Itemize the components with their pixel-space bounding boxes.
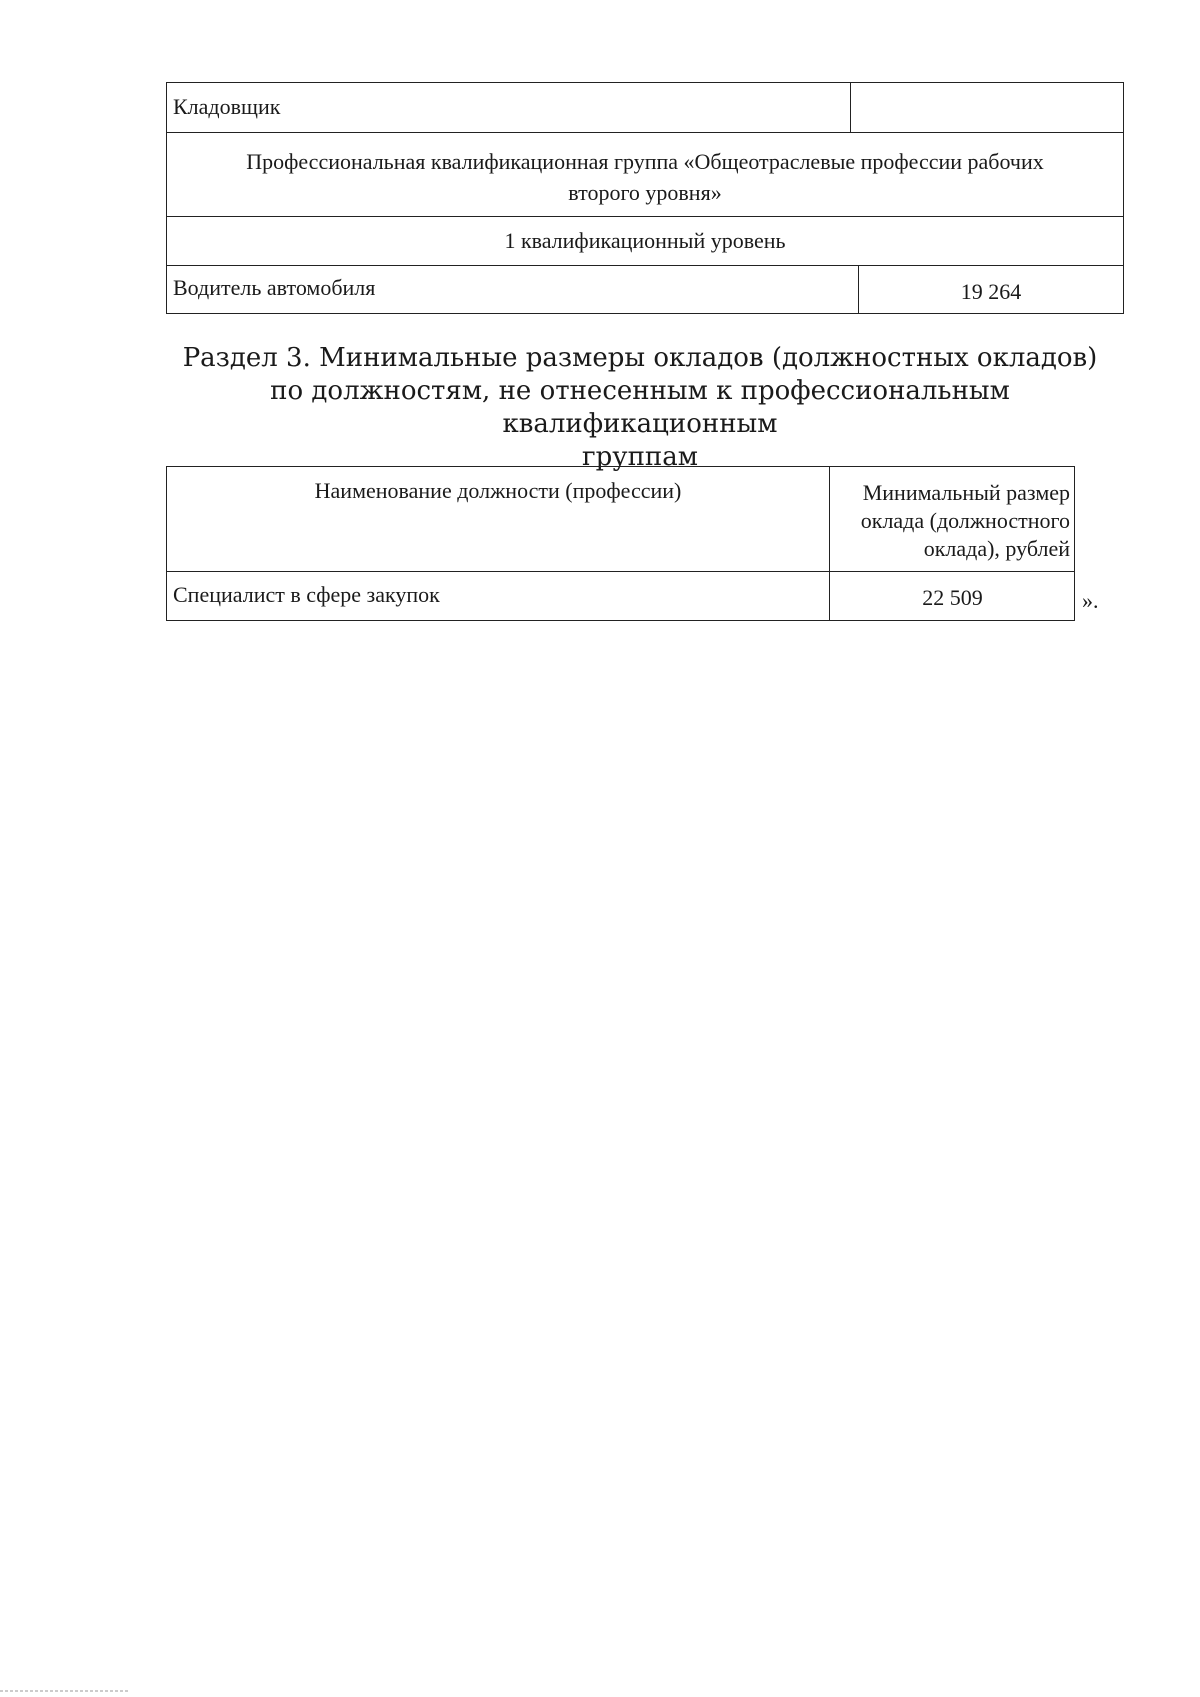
section-3-heading — [160, 342, 1120, 474]
header-min-salary-line-3: оклада), рублей — [923, 536, 1070, 561]
table-row — [167, 571, 1074, 620]
qualification-level: 1 квалификационный уровень — [504, 228, 786, 253]
group-title-line-1: Профессиональная квалификационная группа «Общеотраслевые профессии рабочих — [246, 149, 1044, 174]
group-title-line-2: второго уровня» — [568, 180, 722, 205]
scan-artifact — [0, 1690, 130, 1692]
qualification-level-row — [167, 216, 1123, 265]
salary-cell: 22 509 — [922, 585, 983, 610]
salary-cell — [852, 83, 1123, 132]
closing-quote: ». — [1082, 588, 1099, 613]
table-header-row — [167, 467, 1074, 571]
column-divider — [858, 265, 859, 313]
section-3-heading-line-2: по должностям, не отнесенным к профессиональным квалификационным — [270, 376, 1010, 439]
column-divider — [850, 83, 851, 132]
group-title — [167, 146, 1123, 216]
group-title-row — [167, 132, 1123, 216]
header-min-salary — [831, 479, 1074, 571]
header-position-name: Наименование должности (профессии) — [314, 478, 682, 503]
position-name-cell: Специалист в сфере закупок — [173, 582, 440, 607]
section-3-heading-line-1: Раздел 3. Минимальные размеры окладов (должностных окладов) — [182, 343, 1098, 373]
column-divider — [829, 467, 830, 620]
position-name-cell: Кладовщик — [173, 94, 281, 119]
qualification-table — [166, 82, 1124, 314]
salary-cell: 19 264 — [960, 279, 1022, 304]
table-row — [167, 83, 1123, 132]
header-min-salary-line-2: оклада (должностного — [860, 508, 1070, 533]
header-min-salary-line-1: Минимальный размер — [862, 480, 1070, 505]
table-row — [167, 265, 1123, 313]
positions-table — [166, 466, 1075, 621]
section-3-heading-line-3: группам — [582, 442, 698, 472]
position-name-cell: Водитель автомобиля — [173, 275, 376, 300]
